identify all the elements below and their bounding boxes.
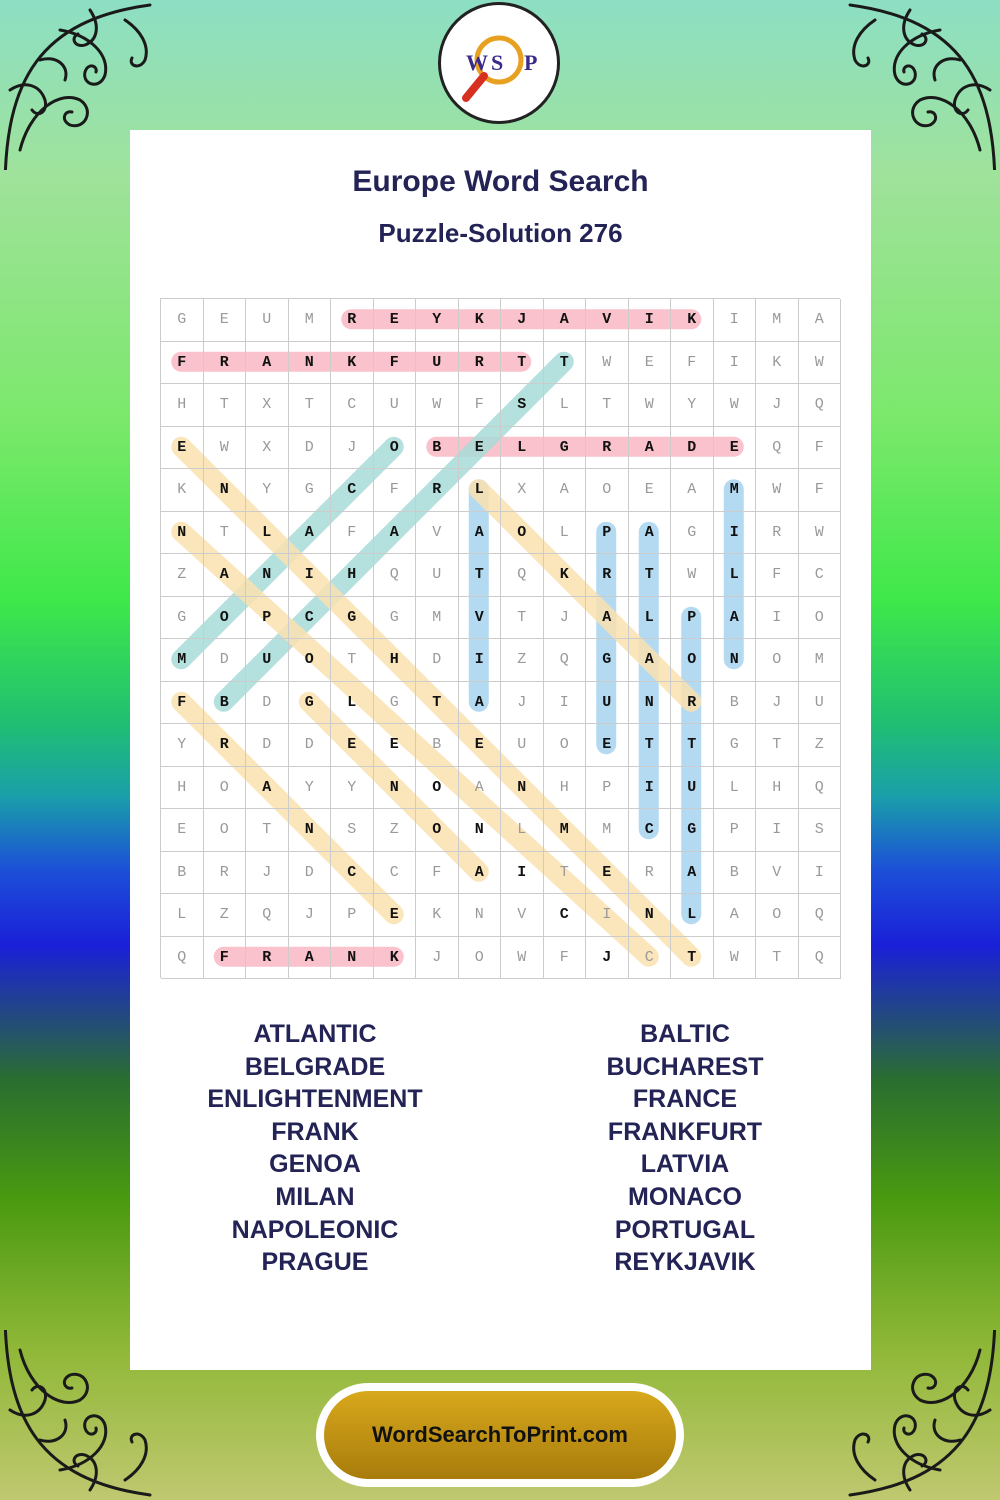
- grid-cell: N: [714, 639, 757, 682]
- grid-cell: Q: [756, 427, 799, 470]
- grid-cell: N: [629, 682, 672, 725]
- grid-cell: R: [204, 852, 247, 895]
- word-list-item: FRANCE: [632, 1085, 738, 1114]
- grid-cell: O: [459, 937, 502, 980]
- grid-cell: C: [331, 852, 374, 895]
- grid-cell: A: [714, 597, 757, 640]
- grid-cell: R: [459, 342, 502, 385]
- grid-cell: E: [459, 724, 502, 767]
- grid-cell: U: [586, 682, 629, 725]
- grid-cell: Z: [161, 554, 204, 597]
- grid-cell: J: [544, 597, 587, 640]
- grid-cell: C: [544, 894, 587, 937]
- grid-cell: W: [629, 384, 672, 427]
- grid-cell: A: [289, 512, 332, 555]
- grid-cell: G: [331, 597, 374, 640]
- grid-cell: M: [799, 639, 842, 682]
- grid-cell: K: [161, 469, 204, 512]
- grid-cell: B: [714, 852, 757, 895]
- word-list-item: MONACO: [628, 1182, 742, 1211]
- grid-cell: J: [289, 894, 332, 937]
- grid-cell: M: [544, 809, 587, 852]
- grid-cell: F: [204, 937, 247, 980]
- grid-cell: O: [799, 597, 842, 640]
- grid-cell: M: [416, 597, 459, 640]
- grid-cell: G: [161, 597, 204, 640]
- grid-cell: U: [799, 682, 842, 725]
- grid-cell: E: [459, 427, 502, 470]
- grid-cell: G: [671, 809, 714, 852]
- grid-cell: N: [246, 554, 289, 597]
- grid-cell: O: [416, 767, 459, 810]
- grid-cell: J: [501, 682, 544, 725]
- word-search-grid: [160, 298, 840, 978]
- grid-cell: B: [416, 724, 459, 767]
- grid-cell: G: [714, 724, 757, 767]
- grid-cell: K: [374, 937, 417, 980]
- grid-cell: D: [246, 682, 289, 725]
- grid-cell: W: [671, 554, 714, 597]
- grid-cell: T: [671, 937, 714, 980]
- grid-cell: K: [671, 299, 714, 342]
- grid-cell: R: [331, 299, 374, 342]
- grid-cell: N: [289, 342, 332, 385]
- grid-cell: L: [331, 682, 374, 725]
- grid-cell: M: [161, 639, 204, 682]
- logo-letter-w: W: [466, 50, 488, 75]
- grid-cell: E: [374, 894, 417, 937]
- grid-cell: W: [799, 342, 842, 385]
- grid-cell: F: [671, 342, 714, 385]
- grid-cell: L: [501, 809, 544, 852]
- grid-cell: T: [204, 384, 247, 427]
- grid-cell: R: [629, 852, 672, 895]
- grid-cell: G: [374, 597, 417, 640]
- grid-cell: W: [204, 427, 247, 470]
- grid-cell: G: [671, 512, 714, 555]
- grid-cell: D: [289, 852, 332, 895]
- grid-cell: Y: [161, 724, 204, 767]
- grid-cell: C: [331, 384, 374, 427]
- grid-cell: T: [756, 724, 799, 767]
- grid-cell: M: [756, 299, 799, 342]
- grid-cell: X: [246, 384, 289, 427]
- logo-letter-p: P: [524, 50, 538, 75]
- grid-cell: P: [586, 512, 629, 555]
- grid-cell: T: [544, 342, 587, 385]
- grid-cell: Q: [544, 639, 587, 682]
- grid-cell: H: [756, 767, 799, 810]
- grid-cell: O: [289, 639, 332, 682]
- grid-cell: R: [246, 937, 289, 980]
- grid-cell: F: [756, 554, 799, 597]
- page-subtitle: Puzzle-Solution 276: [378, 218, 623, 248]
- grid-cell: T: [459, 554, 502, 597]
- grid-cell: F: [416, 852, 459, 895]
- grid-cell: T: [756, 937, 799, 980]
- grid-cell: T: [586, 384, 629, 427]
- grid-cell: D: [416, 639, 459, 682]
- grid-cell: T: [246, 809, 289, 852]
- grid-cell: T: [501, 597, 544, 640]
- grid-cell: T: [204, 512, 247, 555]
- grid-cell: L: [714, 554, 757, 597]
- grid-cell: F: [331, 512, 374, 555]
- word-list-item: LATVIA: [640, 1150, 730, 1179]
- grid-cell: I: [586, 894, 629, 937]
- grid-cell: V: [756, 852, 799, 895]
- grid-cell: K: [459, 299, 502, 342]
- grid-cell: A: [629, 512, 672, 555]
- grid-cell: T: [629, 724, 672, 767]
- grid-cell: A: [671, 469, 714, 512]
- grid-cell: D: [204, 639, 247, 682]
- grid-cell: I: [756, 809, 799, 852]
- grid-cell: N: [331, 937, 374, 980]
- grid-cell: C: [629, 809, 672, 852]
- word-list-item: GENOA: [269, 1150, 361, 1179]
- grid-cell: U: [374, 384, 417, 427]
- grid-cell: L: [544, 384, 587, 427]
- word-list-item: FRANKFURT: [607, 1117, 763, 1146]
- grid-cell: P: [714, 809, 757, 852]
- grid-cell: J: [416, 937, 459, 980]
- grid-cell: E: [204, 299, 247, 342]
- grid-cell: U: [671, 767, 714, 810]
- grid-cell: K: [544, 554, 587, 597]
- grid-cell: A: [289, 937, 332, 980]
- grid-cell: I: [289, 554, 332, 597]
- grid-cell: S: [501, 384, 544, 427]
- grid-cell: V: [416, 512, 459, 555]
- grid-cell: A: [586, 597, 629, 640]
- grid-cell: O: [671, 639, 714, 682]
- grid-cell: N: [204, 469, 247, 512]
- grid-cell: C: [629, 937, 672, 980]
- word-list-item: PORTUGAL: [614, 1215, 756, 1244]
- word-list-item: ATLANTIC: [253, 1020, 377, 1048]
- grid-cell: W: [416, 384, 459, 427]
- grid-cell: N: [374, 767, 417, 810]
- word-list-item: MILAN: [275, 1182, 355, 1211]
- grid-cell: W: [714, 937, 757, 980]
- grid-cell: A: [459, 512, 502, 555]
- grid-cell: L: [501, 427, 544, 470]
- grid-cell: N: [289, 809, 332, 852]
- grid-cell: I: [756, 597, 799, 640]
- grid-cell: G: [544, 427, 587, 470]
- grid-cell: R: [204, 724, 247, 767]
- grid-cell: O: [416, 809, 459, 852]
- grid-cell: R: [671, 682, 714, 725]
- grid-cell: Y: [416, 299, 459, 342]
- word-list-item: FRANK: [271, 1117, 359, 1146]
- grid-cell: B: [714, 682, 757, 725]
- grid-cell: O: [501, 512, 544, 555]
- grid-cell: A: [246, 767, 289, 810]
- grid-cell: N: [629, 894, 672, 937]
- grid-cell: E: [629, 342, 672, 385]
- word-list-item: NAPOLEONIC: [231, 1215, 399, 1244]
- word-list-item: PRAGUE: [261, 1248, 369, 1277]
- grid-cell: V: [586, 299, 629, 342]
- grid-cell: N: [459, 894, 502, 937]
- grid-cell: G: [374, 682, 417, 725]
- grid-cell: H: [161, 767, 204, 810]
- grid-cell: M: [586, 809, 629, 852]
- grid-cell: W: [799, 512, 842, 555]
- grid-cell: R: [756, 512, 799, 555]
- grid-cell: Q: [501, 554, 544, 597]
- grid-cell: U: [501, 724, 544, 767]
- grid-cell: X: [501, 469, 544, 512]
- grid-cell: I: [629, 299, 672, 342]
- grid-cell: A: [799, 299, 842, 342]
- grid-cell: T: [331, 639, 374, 682]
- grid-cell: Q: [246, 894, 289, 937]
- grid-cell: N: [501, 767, 544, 810]
- grid-cell: W: [586, 342, 629, 385]
- grid-cell: T: [416, 682, 459, 725]
- grid-cell: Q: [374, 554, 417, 597]
- grid-cell: Q: [799, 767, 842, 810]
- grid-cell: G: [586, 639, 629, 682]
- word-list-right: [500, 1018, 870, 1279]
- grid-cell: U: [246, 639, 289, 682]
- grid-cell: D: [246, 724, 289, 767]
- grid-cell: T: [501, 342, 544, 385]
- grid-cell: O: [204, 809, 247, 852]
- grid-cell: J: [756, 682, 799, 725]
- grid-cell: E: [331, 724, 374, 767]
- grid-cell: A: [544, 469, 587, 512]
- grid-cell: R: [204, 342, 247, 385]
- grid-cell: B: [161, 852, 204, 895]
- grid-cell: D: [671, 427, 714, 470]
- grid-cell: N: [459, 809, 502, 852]
- grid-cell: H: [331, 554, 374, 597]
- puzzle-sheet: [130, 130, 871, 1370]
- wsp-logo: [438, 2, 560, 124]
- grid-cell: A: [246, 342, 289, 385]
- grid-cell: Q: [799, 937, 842, 980]
- grid-cell: Y: [331, 767, 374, 810]
- grid-cell: P: [671, 597, 714, 640]
- grid-cell: W: [501, 937, 544, 980]
- grid-cell: F: [799, 469, 842, 512]
- grid-cell: C: [799, 554, 842, 597]
- grid-cell: H: [161, 384, 204, 427]
- grid-cell: J: [586, 937, 629, 980]
- grid-cell: A: [629, 639, 672, 682]
- grid-cell: R: [586, 427, 629, 470]
- grid-cell: U: [416, 554, 459, 597]
- grid-cell: W: [714, 384, 757, 427]
- grid-cell: Z: [374, 809, 417, 852]
- grid-cell: T: [671, 724, 714, 767]
- grid-cell: F: [161, 682, 204, 725]
- grid-cell: J: [331, 427, 374, 470]
- grid-cell: I: [714, 299, 757, 342]
- grid-cell: B: [204, 682, 247, 725]
- grid-cell: T: [629, 554, 672, 597]
- grid-cell: G: [289, 469, 332, 512]
- grid-cell: K: [756, 342, 799, 385]
- grid-cell: A: [459, 682, 502, 725]
- grid-cell: R: [586, 554, 629, 597]
- grid-cell: D: [289, 724, 332, 767]
- grid-cell: F: [459, 384, 502, 427]
- grid-cell: A: [459, 767, 502, 810]
- grid-cell: O: [204, 767, 247, 810]
- grid-cell: A: [204, 554, 247, 597]
- grid-cell: V: [501, 894, 544, 937]
- grid-cell: J: [246, 852, 289, 895]
- grid-cell: A: [714, 894, 757, 937]
- grid-cell: E: [161, 809, 204, 852]
- grid-cell: E: [586, 724, 629, 767]
- grid-cell: J: [756, 384, 799, 427]
- grid-cell: L: [544, 512, 587, 555]
- magnifier-logo-icon: [444, 8, 554, 118]
- grid-cell: L: [671, 894, 714, 937]
- grid-cell: S: [331, 809, 374, 852]
- grid-cell: N: [161, 512, 204, 555]
- grid-cell: U: [246, 299, 289, 342]
- grid-cell: K: [331, 342, 374, 385]
- grid-cell: E: [161, 427, 204, 470]
- grid-cell: Z: [204, 894, 247, 937]
- grid-cell: W: [756, 469, 799, 512]
- grid-cell: R: [416, 469, 459, 512]
- grid-cell: F: [799, 427, 842, 470]
- site-banner[interactable]: [316, 1383, 684, 1487]
- grid-cell: Q: [161, 937, 204, 980]
- grid-cell: V: [459, 597, 502, 640]
- grid-cell: Y: [671, 384, 714, 427]
- grid-cell: A: [544, 299, 587, 342]
- grid-cell: L: [714, 767, 757, 810]
- grid-cell: F: [544, 937, 587, 980]
- grid-cell: P: [246, 597, 289, 640]
- grid-cell: C: [289, 597, 332, 640]
- grid-cell: I: [459, 639, 502, 682]
- grid-cell: I: [501, 852, 544, 895]
- grid-cell: P: [331, 894, 374, 937]
- grid-cell: L: [161, 894, 204, 937]
- grid-cell: E: [586, 852, 629, 895]
- grid-cell: A: [671, 852, 714, 895]
- grid-cell: I: [714, 512, 757, 555]
- word-list-item: BELGRADE: [244, 1052, 386, 1081]
- grid-cell: I: [714, 342, 757, 385]
- grid-cell: C: [331, 469, 374, 512]
- page-title: Europe Word Search: [352, 165, 649, 198]
- site-link[interactable]: WordSearchToPrint.com: [324, 1391, 676, 1479]
- grid-cell: S: [799, 809, 842, 852]
- grid-cell: A: [459, 852, 502, 895]
- grid-cell: J: [501, 299, 544, 342]
- word-list-item: BALTIC: [640, 1020, 730, 1048]
- grid-cell: Z: [799, 724, 842, 767]
- grid-cell: D: [289, 427, 332, 470]
- grid-cell: E: [374, 299, 417, 342]
- grid-cell: G: [289, 682, 332, 725]
- grid-cell: Q: [799, 384, 842, 427]
- letter-grid: [160, 298, 840, 978]
- grid-cell: B: [416, 427, 459, 470]
- grid-cell: H: [374, 639, 417, 682]
- grid-cell: P: [586, 767, 629, 810]
- word-list-item: REYKJAVIK: [614, 1248, 756, 1277]
- grid-cell: O: [204, 597, 247, 640]
- grid-cell: I: [629, 767, 672, 810]
- grid-cell: Y: [289, 767, 332, 810]
- grid-cell: L: [629, 597, 672, 640]
- grid-cell: G: [161, 299, 204, 342]
- grid-cell: E: [629, 469, 672, 512]
- grid-cell: Q: [799, 894, 842, 937]
- grid-cell: I: [544, 682, 587, 725]
- grid-cell: O: [544, 724, 587, 767]
- grid-cell: K: [416, 894, 459, 937]
- grid-cell: C: [374, 852, 417, 895]
- grid-cell: F: [161, 342, 204, 385]
- grid-cell: L: [459, 469, 502, 512]
- grid-cell: E: [714, 427, 757, 470]
- grid-cell: Z: [501, 639, 544, 682]
- grid-cell: I: [799, 852, 842, 895]
- logo-letter-s: S: [491, 50, 504, 75]
- grid-cell: H: [544, 767, 587, 810]
- grid-cell: U: [416, 342, 459, 385]
- grid-cell: T: [544, 852, 587, 895]
- grid-cell: M: [714, 469, 757, 512]
- grid-cell: O: [756, 894, 799, 937]
- grid-cell: O: [586, 469, 629, 512]
- grid-cell: L: [246, 512, 289, 555]
- grid-cell: E: [374, 724, 417, 767]
- grid-cell: A: [374, 512, 417, 555]
- grid-cell: F: [374, 469, 417, 512]
- grid-cell: F: [374, 342, 417, 385]
- grid-cell: X: [246, 427, 289, 470]
- grid-cell: O: [374, 427, 417, 470]
- grid-cell: O: [756, 639, 799, 682]
- grid-cell: Y: [246, 469, 289, 512]
- grid-cell: M: [289, 299, 332, 342]
- word-list-item: BUCHAREST: [606, 1052, 764, 1081]
- grid-cell: A: [629, 427, 672, 470]
- grid-cell: T: [289, 384, 332, 427]
- word-list-item: ENLIGHTENMENT: [207, 1085, 423, 1114]
- word-list-left: [130, 1018, 500, 1279]
